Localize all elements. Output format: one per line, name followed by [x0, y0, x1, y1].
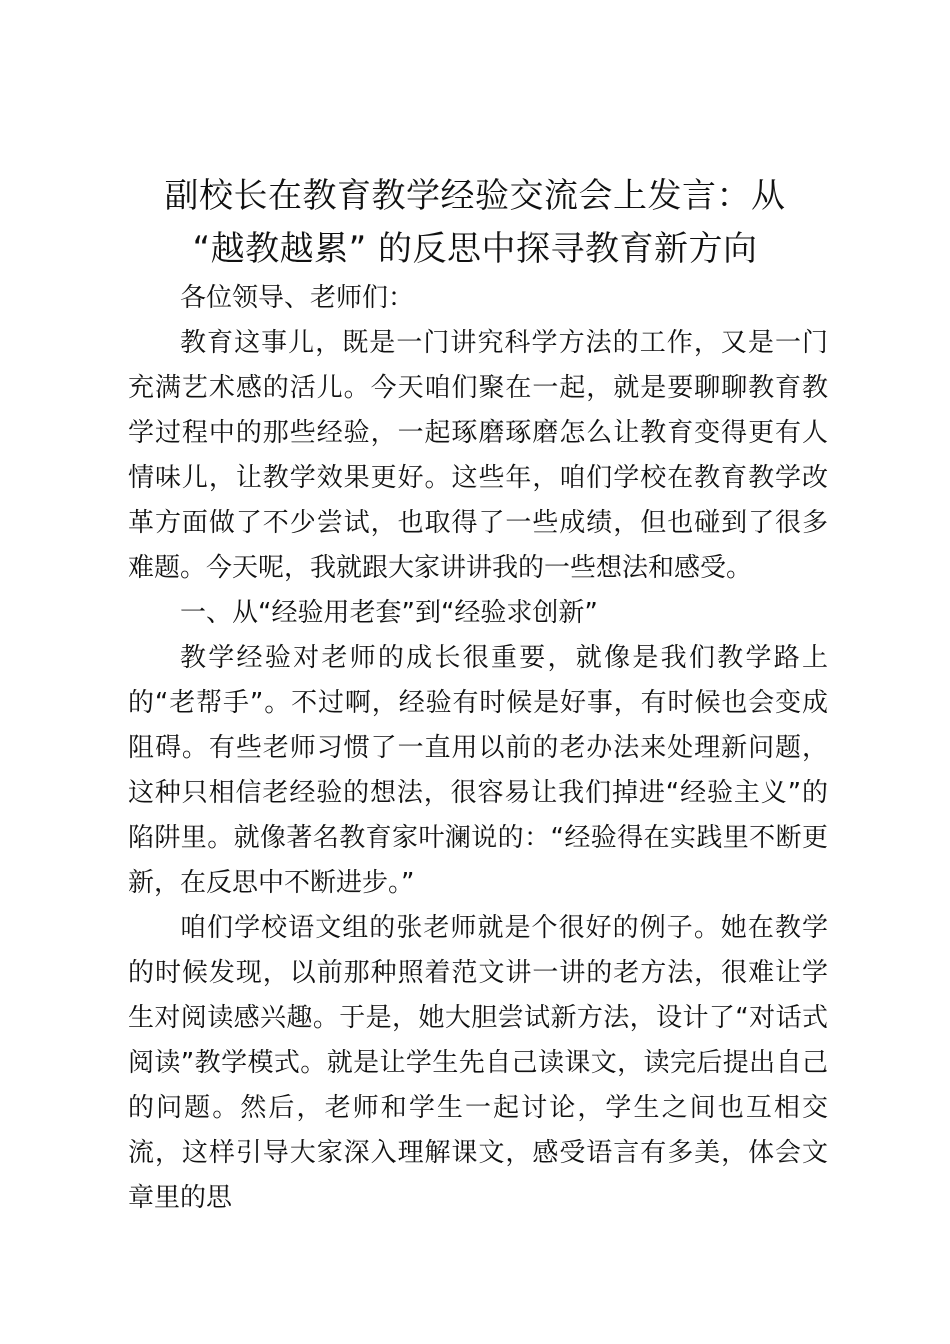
- salutation: 各位领导、老师们：: [180, 283, 415, 313]
- paragraph-example: 咱们学校语文组的张老师就是个很好的例子。她在教学的时候发现，以前那种照着范文讲一讲的老方法，很难让学生对阅读感兴趣。于是，她大胆尝试新方法，设计了“对话式阅读”教学模式。就是让学生先自己读课文，读完后提出自己的问题。然后，老师和学生一起讨论，学生之间也互相交流，这样引导大家深入理解课文，感受语言有多美，体会文章里的思: [128, 913, 828, 1213]
- title-line-2: “越教越累” 的反思中探寻教育新方向: [192, 229, 758, 269]
- title-line-1: 副校长在教育教学经验交流会上发言：从: [164, 176, 786, 216]
- section-heading-1: 一、从“经验用老套”到“经验求创新”: [180, 598, 598, 628]
- paragraph-experience: 教学经验对老师的成长很重要，就像是我们教学路上的“老帮手”。不过啊，经验有时候是好事，有时候也会变成阻碍。有些老师习惯了一直用以前的老办法来处理新问题，这种只相信老经验的想法，很容易让我们掉进“经验主义”的陷阱里。就像著名教育家叶澜说的：“经验得在实践里不断更新，在反思中不断进步。”: [128, 643, 828, 898]
- document-title: [120, 170, 830, 276]
- paragraph-intro: 教育这事儿，既是一门讲究科学方法的工作，又是一门充满艺术感的活儿。今天咱们聚在一起，就是要聊聊教育教学过程中的那些经验，一起琢磨琢磨怎么让教育变得更有人情味儿，让教学效果更好。这些年，咱们学校在教育教学改革方面做了不少尝试，也取得了一些成绩，但也碰到了很多难题。今天呢，我就跟大家讲讲我的一些想法和感受。: [128, 328, 828, 583]
- document-body: [128, 276, 828, 1221]
